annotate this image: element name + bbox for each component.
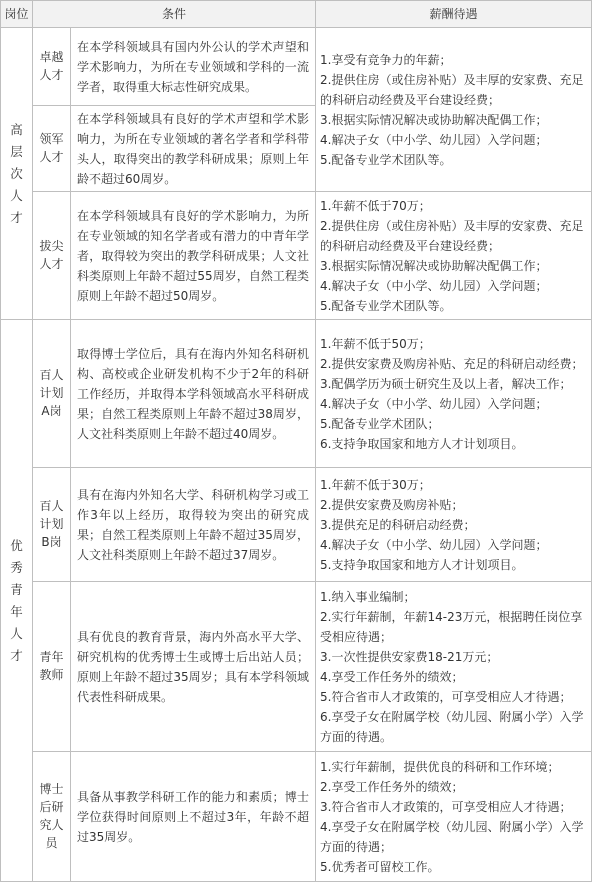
benefit-item: 5.符合省市人才政策的，可享受相应人才待遇； [320,689,572,704]
header-category: 岗位 [1,1,33,28]
position-cell [33,582,71,752]
benefit-item: 2.享受工作任务外的绩效； [320,779,464,794]
position-label: 青年教师 [39,650,64,682]
benefit-item: 6.支持争取国家和地方人才计划项目。 [320,436,524,451]
benefit-item: 5.支持争取国家和地方人才计划项目。 [320,557,524,572]
category-cell [1,28,33,320]
condition-cell: 具备从事教学科研工作的能力和素质；博士学位获得时间原则上不超过3年，年龄不超过35周岁。 [71,752,316,882]
category-label: 优秀青年人才 [10,537,23,663]
benefit-item: 1.实行年薪制，提供优良的科研和工作环境； [320,759,560,774]
benefit-item: 5.配备专业学术团队等。 [320,152,452,167]
benefits-cell [316,192,592,320]
benefit-item: 4.享受工作任务外的绩效； [320,669,464,684]
benefit-item: 2.提供住房（或住房补贴）及丰厚的安家费、充足的科研启动经费及平台建设经费； [320,72,584,107]
benefits-cell [316,582,592,752]
position-cell [33,192,71,320]
position-cell [33,106,71,192]
benefit-item: 3.根据实际情况解决或协助解决配偶工作； [320,112,548,127]
benefit-item: 4.享受子女在附属学校（幼儿园、附属小学）入学方面的待遇； [320,819,584,854]
table-row [1,28,592,106]
benefit-item: 4.解决子女（中小学、幼儿园）入学问题； [320,132,548,147]
header-condition: 条件 [33,1,316,28]
benefit-item: 5.配备专业学术团队； [320,416,440,431]
table-row [1,320,592,468]
position-label: 博士后研究人员 [39,782,64,850]
condition-cell: 在本学科领域具有国内外公认的学术声望和学术影响力，为所在专业领域和学科的一流学者，取得重大标志性研究成果。 [71,28,316,106]
benefit-item: 1.享受有竞争力的年薪； [320,52,452,67]
condition-cell: 取得博士学位后，具有在海内外知名科研机构、高校或企业研发机构不少于2年的科研工作经历，并取得本学科领域高水平科研成果；自然工程类原则上年龄不超过38周岁，人文社科类原则上年龄不超过40周岁。 [71,320,316,468]
benefit-item: 1.年薪不低于50万； [320,336,431,351]
benefit-item: 3.提供充足的科研启动经费； [320,517,476,532]
benefit-item: 3.符合省市人才政策的，可享受相应人才待遇； [320,799,572,814]
benefit-item: 3.配偶学历为硕士研究生及以上者，解决工作； [320,376,572,391]
position-label: 卓越人才 [39,50,64,82]
category-label: 高层次人才 [10,121,23,225]
position-label: 百人计划A岗 [39,368,64,418]
table-row [1,752,592,882]
benefit-item: 4.解决子女（中小学、幼儿园）入学问题； [320,396,548,411]
category-cell [1,320,33,882]
table-row [1,468,592,582]
position-cell [33,28,71,106]
benefits-cell [316,468,592,582]
benefit-item: 5.配备专业学术团队等。 [320,298,452,313]
condition-cell: 在本学科领域具有良好的学术影响力，为所在专业领域的知名学者或有潜力的中青年学者，取得较为突出的教学科研成果；人文社科类原则上年龄不超过55周岁，自然工程类原则上年龄不超过50周岁。 [71,192,316,320]
benefit-item: 5.优秀者可留校工作。 [320,859,440,874]
benefit-item: 1.年薪不低于70万； [320,198,431,213]
position-label: 领军人才 [39,132,64,164]
benefits-cell [316,28,592,192]
condition-cell: 在本学科领域具有良好的学术声望和学术影响力，为所在专业领域的著名学者和学科带头人，取得突出的教学科研成果；原则上年龄不超过60周岁。 [71,106,316,192]
benefit-item: 1.年薪不低于30万； [320,477,431,492]
position-cell [33,468,71,582]
condition-cell: 具有优良的教育背景，海内外高水平大学、研究机构的优秀博士生或博士后出站人员；原则上年龄不超过35周岁；具有本学科领域代表性科研成果。 [71,582,316,752]
position-label: 百人计划B岗 [39,499,64,549]
header-benefits: 薪酬待遇 [316,1,592,28]
condition-cell: 具有在海内外知名大学、科研机构学习或工作3年以上经历，取得较为突出的研究成果；自然工程类原则上年龄不超过35周岁，人文社科类原则上年龄不超过37周岁。 [71,468,316,582]
benefits-cell [316,320,592,468]
benefit-item: 1.纳入事业编制； [320,589,416,604]
benefit-item: 2.提供住房（或住房补贴）及丰厚的安家费、充足的科研启动经费及平台建设经费； [320,218,584,253]
table-row [1,192,592,320]
benefit-item: 2.实行年薪制，年薪14-23万元，根据聘任岗位享受相应待遇； [320,609,583,644]
benefit-item: 4.解决子女（中小学、幼儿园）入学问题； [320,537,548,552]
position-cell [33,320,71,468]
benefit-item: 2.提供安家费及购房补贴； [320,497,464,512]
benefit-item: 2.提供安家费及购房补贴、充足的科研启动经费； [320,356,584,371]
position-cell [33,752,71,882]
benefit-item: 3.根据实际情况解决或协助解决配偶工作； [320,258,548,273]
benefit-item: 6.享受子女在附属学校（幼儿园、附属小学）入学方面的待遇。 [320,709,584,744]
benefit-item: 3.一次性提供安家费18-21万元； [320,649,499,664]
header-row [1,1,592,28]
table-row [1,582,592,752]
benefit-item: 4.解决子女（中小学、幼儿园）入学问题； [320,278,548,293]
benefits-cell [316,752,592,882]
position-label: 拔尖人才 [39,239,64,271]
